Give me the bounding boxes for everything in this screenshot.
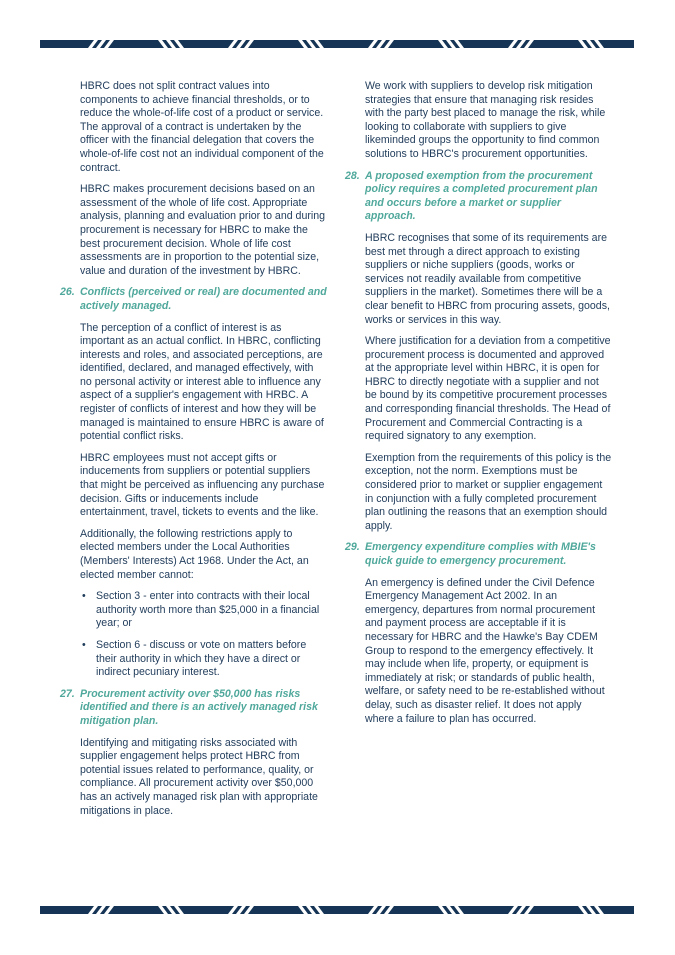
section-28-title: A proposed exemption from the procurement policy requires a completed procurement plan and occurs before a market or supplier approach. [365, 169, 598, 223]
section-26-number: 26. [60, 286, 75, 299]
paragraph-exemption-norm: Exemption from the requirements of this policy is the exception, not the norm. Exemptions must be considered prior to market or supplier engagement in conjunction with a fully completed procurement plan outlining the reasons that an exemption should apply. [365, 451, 612, 532]
paragraph-supplier-collaboration: We work with suppliers to develop risk mitigation strategies that ensure that managing risk resides with the party best placed to manage the risk, while looking to collaborate with suppliers to give likeminded groups the opportunity to find common solutions to HBRC's procurement opportunities. [365, 80, 606, 160]
right-column [345, 80, 613, 734]
section-29-title: Emergency expenditure complies with MBIE's quick guide to emergency procurement. [365, 541, 596, 567]
top-decorative-band [40, 40, 634, 48]
paragraph-whole-of-life-cost: HBRC makes procurement decisions based on an assessment of the whole of life cost. Appropriate analysis, planning and evaluation prior to and during procurement is necessary for HBRC to make the best procurement decision. Whole of life cost assessments are in proportion to the potential size, value and duration of the investment by HBRC. [80, 183, 326, 277]
section-26-heading [60, 286, 328, 313]
paragraph-contract-splitting: HBRC does not split contract values into components to achieve financial thresholds, or to reduce the whole-of-life cost of a product or service. The approval of a contract is undertaken by the officer with the financial delegation that covers the whole-of-life cost not an individual component of the contract. [80, 80, 324, 174]
paragraph-emergency-definition: An emergency is defined under the Civil Defence Emergency Management Act 2002. In an emergency, departures from normal procurement and payment process are acceptable if it is necessary for HBRC and the Hawke's Bay CDEM Group to respond to the emergency effectively. It may include when life, property, or equipment is immediately at risk; or standards of public health, welfare, or safety need to be re-established without delay, such as disaster relief. It does not apply where a failure to plan has occurred. [365, 576, 605, 725]
section-28-heading [345, 170, 613, 224]
section-27-heading [60, 688, 328, 729]
paragraph-deviation-justification: Where justification for a deviation from a competitive procurement process is documented and approved at the appropriate level within HBRC, it is open for HBRC to directly negotiate with a supplier and not be bound by its competitive procurement processes and corresponding financial thresholds. The Head of Procurement and Commercial Contracting is a required signatory to any exemption. [365, 335, 611, 443]
section-27-title: Procurement activity over $50,000 has risks identified and there is an actively managed risk mitigation plan. [80, 687, 318, 727]
section-29-heading [345, 541, 613, 568]
paragraph-elected-members: Additionally, the following restrictions apply to elected members under the Local Authorities (Members' Interests) Act 1968. Under the Act, an elected member cannot: [80, 527, 309, 581]
paragraph-direct-approach: HBRC recognises that some of its requirements are best met through a direct approach to existing suppliers or niche suppliers (goods, works or services not readily available from competitive suppliers in the market). Sometimes there will be a clear benefit to HBRC from procuring assets, goods, works or services in this way. [365, 231, 610, 326]
list-item: • Section 3 - enter into contracts with their local authority worth more than $25,000 in a financial year; or [80, 590, 328, 631]
section-27-number: 27. [60, 687, 75, 700]
left-column [60, 80, 328, 826]
restrictions-list [60, 590, 328, 680]
paragraph-gifts-inducements: HBRC employees must not accept gifts or inducements from suppliers or potential suppliers that might be perceived as influencing any purchase decision. Gifts or inducements include entertainment, travel, tickets to events and the like. [80, 451, 325, 519]
section-26-title: Conflicts (perceived or real) are documented and actively managed. [80, 286, 327, 312]
section-28-number: 28. [345, 169, 360, 182]
bottom-decorative-band [40, 906, 634, 914]
list-item: • Section 6 - discuss or vote on matters before their authority in which they have a direct or indirect pecuniary interest. [80, 639, 328, 680]
paragraph-conflict-perception: The perception of a conflict of interest is as important as an actual conflict. In HBRC, conflicting interests and roles, and associated perceptions, are identified, declared, and managed effectively, with no personal activity or interest able to influence any aspect of a supplier's engagement with HRBC. A register of conflicts of interest and how they will be managed is maintained to ensure HBRC is aware of potential conflict risks. [80, 321, 324, 443]
paragraph-risk-mitigation: Identifying and mitigating risks associated with supplier engagement helps protect HBRC from potential issues related to performance, quality, or compliance. All procurement activity over $50,000 has an actively managed risk plan with appropriate mitigations in place. [80, 736, 318, 817]
section-29-number: 29. [345, 541, 360, 554]
